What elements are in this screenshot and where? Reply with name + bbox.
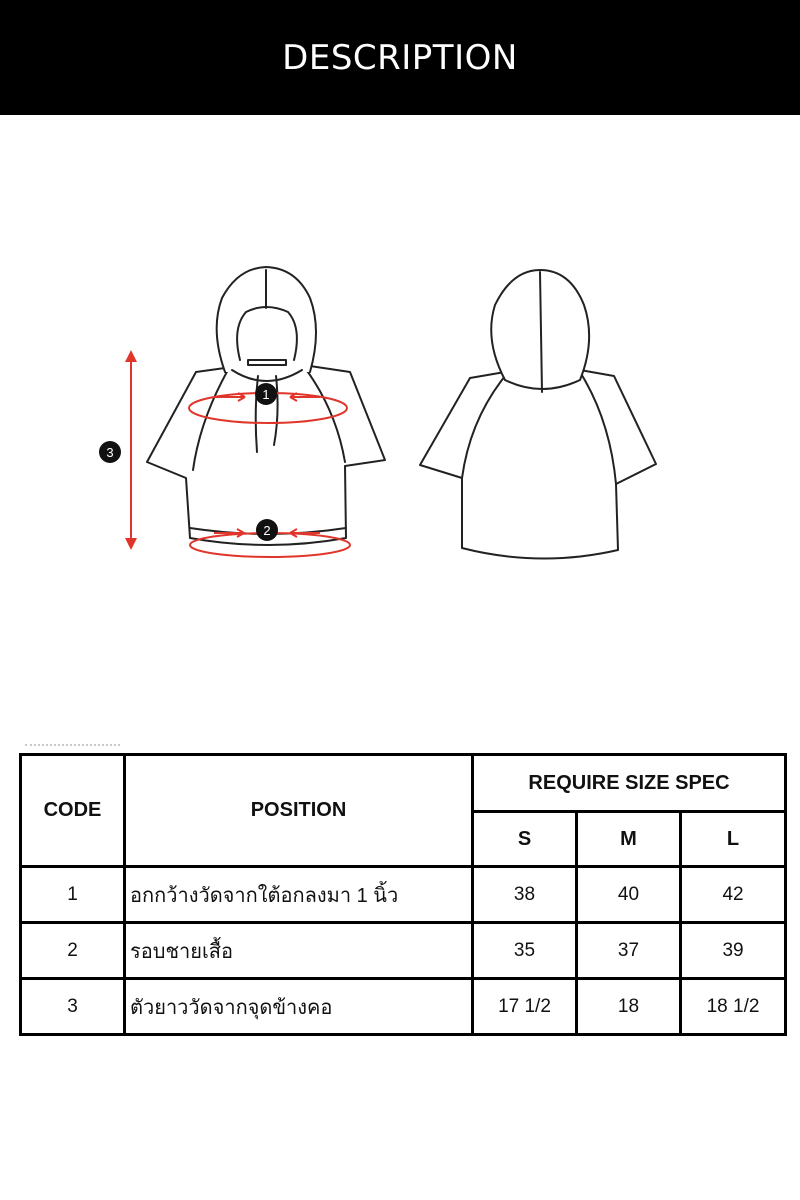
table-row (21, 923, 786, 979)
marker-1-label: 1 (262, 387, 270, 402)
size-l-header: L (681, 812, 786, 867)
row-size-l: 42 (681, 867, 786, 923)
row-size-s: 17 1/2 (473, 979, 577, 1035)
row-size-s: 35 (473, 923, 577, 979)
spec-header: REQUIRE SIZE SPEC (473, 755, 786, 812)
size-m-header: M (577, 812, 681, 867)
row-position: ตัวยาววัดจากจุดข้างคอ (125, 979, 473, 1035)
row-size-m: 40 (577, 867, 681, 923)
decorative-dots (25, 744, 120, 748)
marker-3-label: 3 (106, 445, 114, 460)
garment-illustration (0, 240, 800, 580)
row-code: 3 (21, 979, 125, 1035)
size-spec-table (19, 753, 787, 1036)
marker-2-label: 2 (263, 523, 271, 538)
row-size-l: 18 1/2 (681, 979, 786, 1035)
position-header: POSITION (125, 755, 473, 867)
row-code: 2 (21, 923, 125, 979)
row-position: อกกว้างวัดจากใต้อกลงมา 1 นิ้ว (125, 867, 473, 923)
page-title: DESCRIPTION (282, 37, 518, 78)
back-hoodie-icon (420, 270, 656, 559)
row-size-l: 39 (681, 923, 786, 979)
row-size-m: 37 (577, 923, 681, 979)
row-size-s: 38 (473, 867, 577, 923)
table-row (21, 979, 786, 1035)
row-position: รอบชายเสื้อ (125, 923, 473, 979)
code-header: CODE (21, 755, 125, 867)
page-header (0, 0, 800, 115)
row-size-m: 18 (577, 979, 681, 1035)
size-s-header: S (473, 812, 577, 867)
front-hoodie-icon (147, 267, 385, 545)
row-code: 1 (21, 867, 125, 923)
table-row (21, 867, 786, 923)
